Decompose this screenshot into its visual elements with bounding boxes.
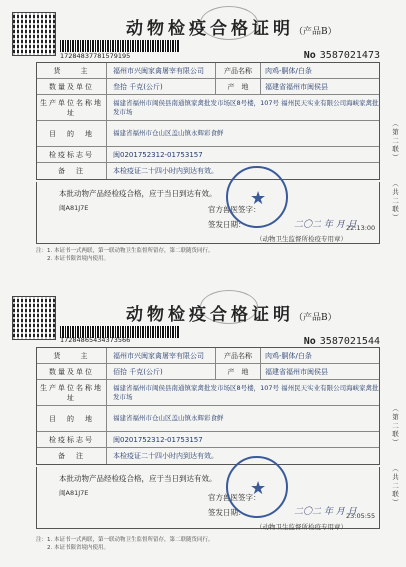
official-stamp: [226, 456, 288, 518]
qr-code: [12, 296, 56, 340]
row-mark: 检疫标志号 闽0201752312-01753157: [37, 147, 379, 163]
row-quantity: 数量及单位 叁拾 千克(公斤) 产 地 福建省福州市闽侯县: [37, 79, 379, 95]
producer-value: 福建省福州市闽侯县南通镇家禽批发市场区8号楼，107号 福州民天实业有限公司海峡家禽批发市场: [113, 98, 379, 116]
certificate-2: [8, 290, 380, 562]
product-value: 肉鸡-胴体/白条: [265, 351, 312, 360]
shipper-value: 福州市兴闽家禽屠宰有限公司: [113, 66, 204, 75]
row-producer: 生产单位名称地址 福建省福州市闽侯县南通镇家禽批发市场区8号楼，107号 福州民天实业有限公司海峡家禽批发市场: [37, 95, 379, 121]
certificate-1: [8, 6, 380, 276]
cert-title: 动物检疫合格证明（产品B）: [126, 19, 337, 39]
producer-value: 福建省福州市闽侯县南通镇家禽批发市场区8号楼，107号 福州民天实业有限公司海峡家禽批发市场: [113, 383, 379, 401]
remark-value: 本检疫证二十四小时内到达有效。: [113, 167, 218, 175]
row-destination: 目 的 地 福建省福州市仓山区盖山镇永辉彩食鲜: [37, 406, 379, 432]
row-remark: 备 注 本检疫证二十四小时内到达有效。: [37, 448, 379, 464]
row-shipper: 货 主 福州市兴闽家禽屠宰有限公司 产品名称 肉鸡-胴体/白条: [37, 63, 379, 79]
vehicle-code: 闽A81J7E: [59, 204, 89, 212]
remark-value: 本检疫证二十四小时内到达有效。: [113, 452, 218, 460]
info-table: [36, 62, 380, 180]
serial-number: 17284837781579195: [60, 52, 131, 60]
footnotes: 注：1. 本证书一式两联，第一联动物卫生监督所留存，第二联随货同行。 2. 本证书限省境内使用。: [36, 248, 214, 262]
mark-value: 闽0201752312-01753157: [113, 150, 203, 159]
row-mark: 检疫标志号 闽0201752312-01753157: [37, 432, 379, 448]
row-producer: 生产单位名称地址 福建省福州市闽侯县南通镇家禽批发市场区8号楼，107号 福州民天实业有限公司海峡家禽批发市场: [37, 380, 379, 406]
issuer-unit: （动物卫生监督所检疫专用章）: [256, 235, 347, 243]
quantity-value: 叁拾 千克(公斤): [113, 82, 163, 91]
cert-number: No 3587021544: [303, 336, 380, 347]
product-value: 肉鸡-胴体/白条: [265, 66, 312, 75]
star-icon: ★: [250, 478, 267, 499]
destination-value: 福建省福州市仓山区盖山镇永辉彩食鲜: [113, 414, 224, 422]
footnotes: 注：1. 本证书一式两联，第一联动物卫生监督所留存，第二联随货同行。 2. 本证书限省境内使用。: [36, 537, 214, 551]
sidebar-copy-1: （第二联）: [391, 120, 399, 163]
row-shipper: 货 主 福州市兴闽家禽屠宰有限公司 产品名称 肉鸡-胴体/白条: [37, 348, 379, 364]
valid-statement: 本批动物产品经检疫合格，应于当日到达有效。: [59, 189, 217, 198]
issue-time: 23:05:55: [346, 512, 376, 520]
origin-value: 福建省福州市闽侯县: [265, 82, 328, 91]
sidebar-total-2: （共二联）: [391, 465, 399, 508]
sidebar-copy-2: （第二联）: [391, 405, 399, 448]
row-quantity: 数量及单位 佰拾 千克(公斤) 产 地 福建省福州市闽侯县: [37, 364, 379, 380]
issue-time: 22:13:00: [346, 224, 376, 232]
issue-date-value: 二〇二 年 月 日: [294, 507, 357, 517]
cert-title: 动物检疫合格证明（产品B）: [126, 305, 337, 325]
vet-block: 官方兽医签字： 签发日期：: [208, 493, 261, 517]
origin-value: 福建省福州市闽侯县: [265, 367, 328, 376]
info-table: [36, 347, 380, 465]
official-stamp: [226, 166, 288, 228]
shipper-value: 福州市兴闽家禽屠宰有限公司: [113, 351, 204, 360]
quantity-value: 佰拾 千克(公斤): [113, 367, 163, 376]
vet-block: 官方兽医签字： 签发日期：: [208, 205, 261, 229]
row-destination: 目 的 地 福建省福州市仓山区盖山镇永辉彩食鲜: [37, 121, 379, 147]
serial-number: 17284865434373566: [60, 336, 131, 344]
vehicle-code: 闽A81J7E: [59, 489, 89, 497]
issuer-unit: （动物卫生监督所检疫专用章）: [256, 523, 347, 531]
qr-code: [12, 12, 56, 56]
valid-statement: 本批动物产品经检疫合格，应于当日到达有效。: [59, 474, 217, 483]
cert-number: No 3587021473: [303, 50, 380, 61]
sidebar-total-1: （共二联）: [391, 180, 399, 223]
destination-value: 福建省福州市仓山区盖山镇永辉彩食鲜: [113, 129, 224, 137]
mark-value: 闽0201752312-01753157: [113, 435, 203, 444]
issue-date-value: 二〇二 年 月 日: [294, 220, 357, 230]
row-remark: 备 注 本检疫证二十四小时内到达有效。: [37, 163, 379, 179]
star-icon: ★: [250, 188, 267, 209]
barcode: [60, 40, 180, 52]
